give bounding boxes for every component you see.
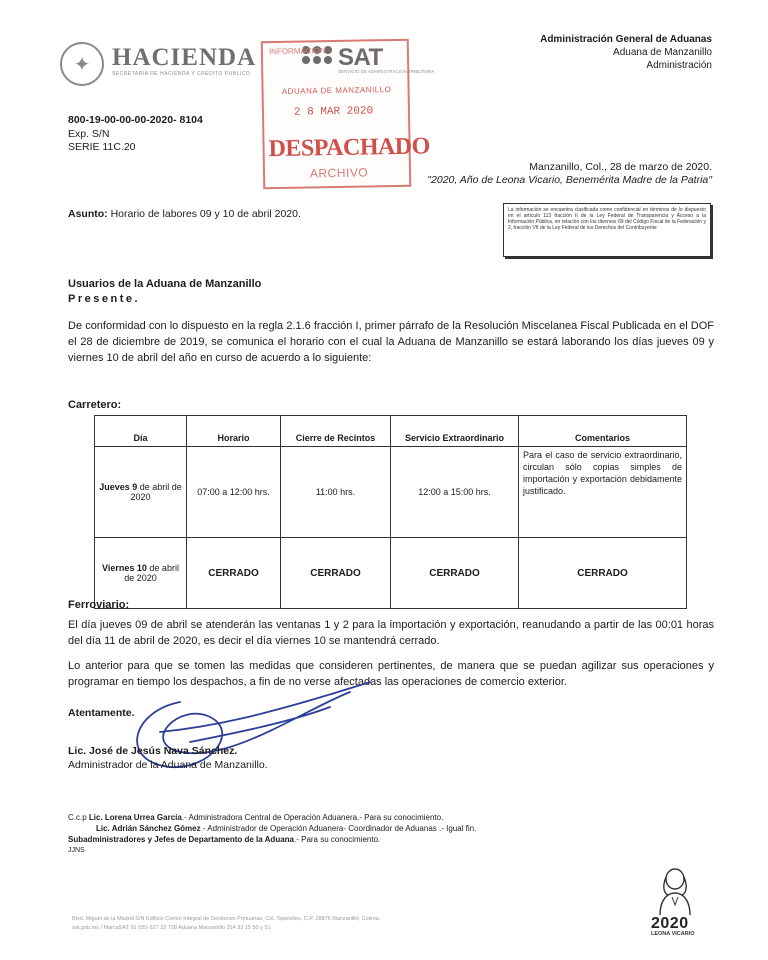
- mexico-seal-icon: ✦: [60, 42, 104, 86]
- table-header-cell: Cierre de Recintos: [281, 416, 391, 447]
- footer-line-1: Blvd. Miguel de la Madrid S/N Edificio Centro Integral de Gestiones Portuarias, Col. Tapeixtles, C.P. 28876 Manzanillo, Colima.: [72, 916, 381, 922]
- ccp-line: [68, 812, 476, 823]
- ccp-name: Lic. Lorena Urrea García: [88, 813, 182, 822]
- table-header-cell: Horario: [187, 416, 281, 447]
- footer-line-2: sat.gob.mx / MarcaSAT 01 (55) 627 22 728 Aduana Manzanillo 314 33 15 50 y 51: [72, 925, 271, 931]
- confidentiality-box: La información se encuentra clasificada como confidencial en términos de lo dispuesto en el artículo 113 fracción II de la Ley Federal de Transparencia y Acceso a la Información Pública, en relación con los diversos 69 del Código Fiscal de la Federación y 2, fracción VII de la Ley Federal de los Derechos del Contribuyente: [503, 203, 711, 257]
- leona-vicario-portrait-icon: [650, 865, 700, 915]
- day-rest: de abril de 2020: [130, 482, 182, 502]
- table-header-cell: Día: [95, 416, 187, 447]
- table-header-row: [95, 416, 687, 447]
- table-cell-cierre: CERRADO: [281, 538, 391, 609]
- asunto: [68, 208, 301, 220]
- footer: [72, 915, 380, 933]
- ccp-line: [68, 823, 476, 834]
- place-date: Manzanillo, Col., 28 de marzo de 2020.: [529, 161, 712, 173]
- day-rest: de abril de 2020: [124, 563, 179, 583]
- day-bold: Jueves 9: [99, 482, 138, 492]
- ccp-block: [68, 812, 476, 856]
- reference-block: [68, 114, 203, 155]
- sat-logo: SAT: [338, 44, 383, 71]
- table-cell-day: [95, 447, 187, 538]
- table-cell-comentarios: Para el caso de servicio extraordinario, circulan sólo copias simples de importación y exportación debidamente justificado.: [519, 447, 687, 538]
- addressee: Usuarios de la Aduana de Manzanillo: [68, 278, 262, 290]
- schedule-table: [94, 415, 687, 609]
- ccp-name: Lic. Adrián Sánchez Gómez: [96, 824, 201, 833]
- table-cell-servicio: 12:00 a 15:00 hrs.: [391, 447, 519, 538]
- agency-block: [540, 33, 712, 72]
- table-header-cell: Comentarios: [519, 416, 687, 447]
- ccp-rest: - Administrador de Operación Aduanera- Coordinador de Aduanas .- Igual fin.: [200, 824, 477, 833]
- reference-number: 800-19-00-00-00-2020- 8104: [68, 114, 203, 126]
- despachado-stamp: [261, 39, 431, 190]
- stamp-main: DESPACHADO: [268, 133, 431, 163]
- signer-title: Administrador de la Aduana de Manzanillo.: [68, 759, 268, 771]
- day-bold: Viernes 10: [102, 563, 147, 573]
- ccp-prefix: C.c.p: [68, 813, 89, 822]
- leona-year: 2020: [651, 915, 689, 932]
- stamp-place: ADUANA DE MANZANILLO: [281, 85, 392, 96]
- ccp-line: [68, 834, 476, 845]
- ccp-rest: .- Administradora Central de Operación Aduanera.- Para su conocimiento.: [181, 813, 444, 822]
- closing-paragraph: Lo anterior para que se tomen las medidas que consideren pertinentes, de manera que se puedan agilizar sus operaciones y programar en tiempo los despachos, a fin de no verse afectadas las operaciones de comercio exterior.: [68, 660, 714, 688]
- hacienda-subtitle: SECRETARÍA DE HACIENDA Y CRÉDITO PÚBLICO: [112, 71, 251, 77]
- agency-line-2: Aduana de Manzanillo: [613, 47, 712, 58]
- table-cell-servicio: CERRADO: [391, 538, 519, 609]
- ccp-rest: .- Para su conocimiento.: [294, 835, 381, 844]
- table-cell-cierre: 11:00 hrs.: [281, 447, 391, 538]
- table-cell-horario: CERRADO: [187, 538, 281, 609]
- ferroviario-heading: Ferroviario:: [68, 599, 130, 611]
- table-row: [95, 538, 687, 609]
- ferroviario-paragraph: El día jueves 09 de abril se atenderán las ventanas 1 y 2 para la importación y exportación, reanudando a partir de las 00:01 horas del día 11 de abril de 2020, es decir el día viernes 10 se mantendrá cerrado.: [68, 619, 714, 647]
- table-row: [95, 447, 687, 538]
- agency-line-1: Administración General de Aduanas: [540, 34, 712, 45]
- stamp-top-text: INFORMACIÓN: [268, 46, 326, 57]
- table-cell-day: [95, 538, 187, 609]
- reference-exp: Exp. S/N: [68, 127, 110, 140]
- leona-name: LEONA VICARIO: [651, 931, 695, 937]
- hacienda-logo: HACIENDA: [112, 44, 257, 71]
- place-date-block: [427, 161, 712, 187]
- presente: Presente.: [68, 293, 141, 305]
- year-motto: "2020, Año de Leona Vicario, Benemérita Madre de la Patria": [427, 174, 712, 186]
- initials: JJNS: [68, 847, 85, 854]
- carretero-heading: Carretero:: [68, 399, 122, 411]
- signer-name: Lic. José de Jesús Nava Sánchez.: [68, 745, 238, 757]
- table-cell-comentarios: CERRADO: [519, 538, 687, 609]
- addressee-block: [68, 277, 261, 307]
- atentamente: Atentamente.: [68, 707, 135, 719]
- stamp-sub: ARCHIVO: [309, 165, 369, 181]
- ccp-name: Subadministradores y Jefes de Departamento de la Aduana: [68, 835, 294, 844]
- stamp-date: 2 8 MAR 2020: [293, 105, 374, 119]
- intro-paragraph: De conformidad con lo dispuesto en la regla 2.1.6 fracción I, primer párrafo de la Resolución Miscelanea Fiscal Publicada en el DOF el 28 de diciembre de 2019, se comunica el horario con el cual la Aduana de Manzanillo se estará laborando los días jueves 09 y viernes 10 de abril del año en curso de acuerdo a lo siguiente:: [68, 320, 714, 364]
- agency-line-3: Administración: [646, 60, 712, 71]
- reference-serie: SERIE 11C.20: [68, 141, 136, 153]
- table-header-cell: Servicio Extraordinario: [391, 416, 519, 447]
- table-cell-horario: 07:00 a 12:00 hrs.: [187, 447, 281, 538]
- asunto-text: Horario de labores 09 y 10 de abril 2020.: [110, 208, 301, 220]
- sat-subtitle: SERVICIO DE ADMINISTRACIÓN TRIBUTARIA: [338, 69, 435, 74]
- asunto-label: Asunto:: [68, 208, 108, 220]
